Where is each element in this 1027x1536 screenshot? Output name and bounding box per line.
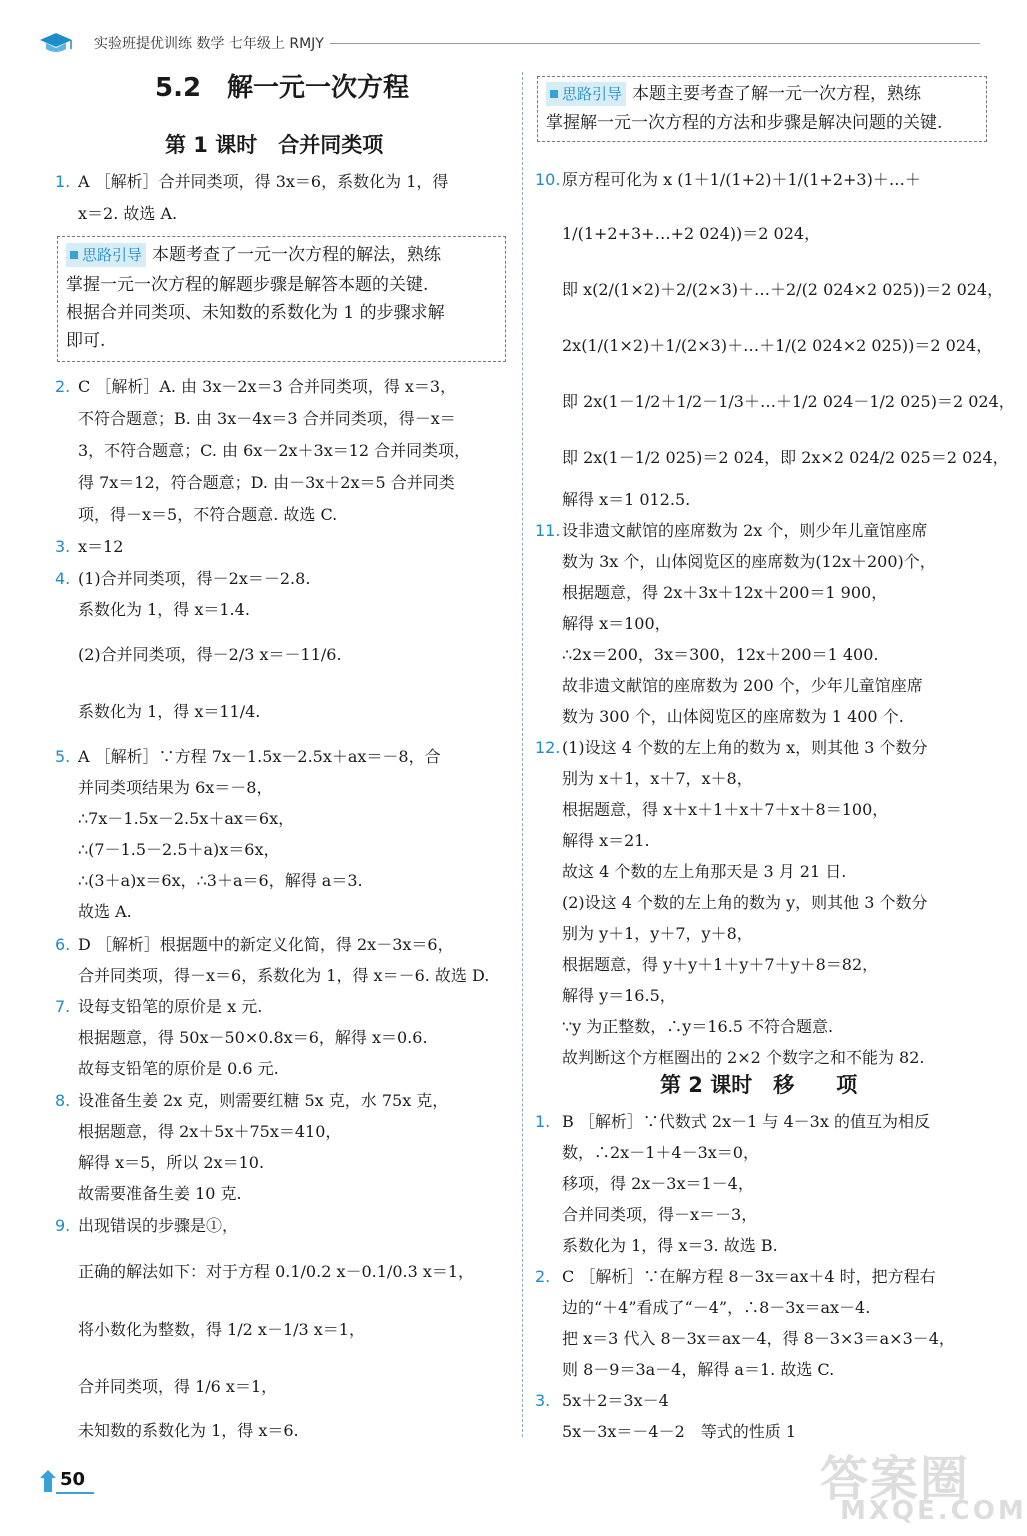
answer-line: 根据题意，得 50x－50×0.8x＝6，解得 x＝0.6. <box>78 1028 428 1047</box>
answer-line: 出现错误的步骤是①， <box>78 1216 239 1235</box>
question-number: 5. <box>55 747 71 766</box>
answer-line: 正确的解法如下：对于方程 0.1/0.2 x－0.1/0.3 x＝1， <box>78 1262 475 1281</box>
answer-line: (1)设这 4 个数的左上角的数为 x，则其他 3 个数分 <box>562 738 928 757</box>
hint-box-1 <box>57 236 506 362</box>
answer-line: 合并同类项，得 1/6 x＝1， <box>78 1377 278 1396</box>
answer-line: 解得 x＝100， <box>562 614 671 633</box>
lesson2-title: 第 2 课时 移 项 <box>660 1073 858 1097</box>
question-number: 6. <box>55 935 71 954</box>
answer-line: 故每支铅笔的原价是 0.6 元. <box>78 1059 279 1078</box>
page-number <box>40 1468 94 1494</box>
answer-line: 解得 y＝16.5， <box>562 986 676 1005</box>
answer-line: 根据题意，得 y＋y＋1＋y＋7＋y＋8＝82， <box>562 955 879 974</box>
answer-line: (2)设这 4 个数的左上角的数为 y，则其他 3 个数分 <box>562 893 928 912</box>
answer-line: ∵y 为正整数，∴y＝16.5 不符合题意. <box>562 1017 834 1036</box>
answer-line: 根据题意，得 x＋x＋1＋x＋7＋x＋8＝100， <box>562 800 889 819</box>
answer-line: ∴(3＋a)x＝6x，∴3＋a＝6，解得 a＝3. <box>78 871 363 890</box>
answer-line: 系数化为 1，得 x＝11/4. <box>78 702 261 721</box>
watermark-line2: MXQE.COM <box>840 1496 1027 1526</box>
answer-line: 故需要准备生姜 10 克. <box>78 1184 242 1203</box>
answer-line: 解得 x＝21. <box>562 831 650 850</box>
question-number: 9. <box>55 1216 71 1235</box>
hint1-line: 本题考查了一元一次方程的解法，熟练 <box>152 245 442 265</box>
hint1-line: 根据合并同类项、未知数的系数化为 1 的步骤求解 <box>66 303 445 323</box>
answer-line: B ［解析］∵代数式 2x－1 与 4－3x 的值互为相反 <box>562 1112 930 1131</box>
answer-line: 数，∴2x－1＋4－3x＝0， <box>562 1143 759 1162</box>
watermark-line1: 答案圈 <box>820 1451 971 1507</box>
hint-label: 思路引导 <box>546 82 626 106</box>
answer-line: ∴7x－1.5x－2.5x＋ax＝6x， <box>78 809 295 828</box>
hint1-line: 掌握一元一次方程的解题步骤是解答本题的关键. <box>66 275 429 295</box>
answer-line: 别为 y＋1，y＋7，y＋8， <box>562 924 753 943</box>
answer-line: 解得 x＝1 012.5. <box>562 490 691 509</box>
answer-line: 把 x＝3 代入 8－3x＝ax－4，得 8－3×3＝a×3－4， <box>562 1329 955 1348</box>
answer-line: ∴2x＝200，3x＝300，12x＋200＝1 400. <box>562 645 879 664</box>
answer-line: 即 2x(1－1/2 025)＝2 024，即 2x×2 024/2 025＝2 024， <box>562 448 1009 467</box>
square-icon <box>550 90 558 98</box>
answer-line: 边的“＋4”看成了“－4”，∴8－3x＝ax－4. <box>562 1298 871 1317</box>
hint2-line: 掌握解一元一次方程的方法和步骤是解决问题的关键. <box>546 113 943 133</box>
hint2-line: 本题主要考查了解一元一次方程，熟练 <box>632 84 922 104</box>
answer-line: C ［解析］A. 由 3x－2x＝3 合并同类项，得 x＝3， <box>78 377 457 396</box>
question-number: 10. <box>535 170 561 189</box>
answer-line: 系数化为 1，得 x＝3. 故选 B. <box>562 1236 778 1255</box>
answer-line: 故非遗文献馆的座席数为 200 个，少年儿童馆座席 <box>562 676 923 695</box>
answer-line: 数为 3x 个，山体阅览区的座席数为(12x＋200)个， <box>562 552 936 571</box>
answer-line: C ［解析］∵在解方程 8－3x＝ax＋4 时，把方程右 <box>562 1267 936 1286</box>
answer-line: (2)合并同类项，得－2/3 x＝－11/6. <box>78 645 342 664</box>
lesson1-title: 第 1 课时 合并同类项 <box>165 133 384 157</box>
question-number: 2. <box>55 377 71 396</box>
answer-line: D ［解析］根据题中的新定义化简，得 2x－3x＝6， <box>78 935 454 954</box>
question-number: 11. <box>535 521 561 540</box>
answer-line: 根据题意，得 2x＋3x＋12x＋200＝1 900， <box>562 583 888 602</box>
answer-line: 得 7x＝12，符合题意；D. 由－3x＋2x＝5 合并同类 <box>78 473 455 492</box>
answer-line: 将小数化为整数，得 1/2 x－1/3 x＝1， <box>78 1320 365 1339</box>
graduation-cap-icon <box>38 30 74 56</box>
answer-line: 系数化为 1，得 x＝1.4. <box>78 600 250 619</box>
answer-line: 合并同类项，得－x＝－3， <box>562 1205 758 1224</box>
answer-line: 设非遗文献馆的座席数为 2x 个，则少年儿童馆座席 <box>562 521 928 540</box>
hint-label: 思路引导 <box>66 243 146 267</box>
answer-line: 故判断这个方框圈出的 2×2 个数字之和不能为 82. <box>562 1048 925 1067</box>
answer-line: 项，得－x＝5，不符合题意. 故选 C. <box>78 505 338 524</box>
answer-line: 5x＋2＝3x－4 <box>562 1391 669 1410</box>
answer-line: 设每支铅笔的原价是 x 元. <box>78 997 263 1016</box>
answer-line: 移项，得 2x－3x＝1－4， <box>562 1174 754 1193</box>
question-number: 2. <box>535 1267 551 1286</box>
answer-line: 即 2x(1－1/2＋1/2－1/3＋…＋1/2 024－1/2 025)＝2 024， <box>562 392 1015 411</box>
question-number: 1. <box>535 1112 551 1131</box>
header-rule <box>330 43 980 44</box>
answer-line: 原方程可化为 x (1＋1/(1+2)＋1/(1+2+3)＋…＋ <box>562 170 921 189</box>
answer-line: 则 8－9＝3a－4，解得 a＝1. 故选 C. <box>562 1360 835 1379</box>
answer-line: 不符合题意；B. 由 3x－4x＝3 合并同类项，得－x＝ <box>78 409 456 428</box>
answer-line: x＝12 <box>78 537 124 556</box>
answer-line: 并同类项结果为 6x＝－8， <box>78 778 273 797</box>
answer-line: ∴(7－1.5－2.5＋a)x＝6x， <box>78 840 280 859</box>
answer-line: 2x(1/(1×2)＋1/(2×3)＋…＋1/(2 024×2 025))＝2 024， <box>562 336 993 355</box>
answer-line: 别为 x＋1，x＋7，x＋8， <box>562 769 753 788</box>
answer-line: A ［解析］合并同类项，得 3x＝6，系数化为 1，得 <box>78 172 449 191</box>
question-number: 3. <box>55 537 71 556</box>
answer-line: 5x－3x＝－4－2 等式的性质 1 <box>562 1422 797 1441</box>
header-title: 实验班提优训练 数学 七年级上 RMJY <box>94 36 324 52</box>
section-title: 5.2 解一元一次方程 <box>155 73 410 103</box>
column-divider <box>522 72 523 1437</box>
page-number-text: 50 <box>60 1469 86 1490</box>
question-number: 4. <box>55 569 71 588</box>
answer-line: x＝2. 故选 A. <box>78 204 178 223</box>
answer-line: 根据题意，得 2x＋5x＋75x＝410， <box>78 1122 342 1141</box>
answer-line: 即 x(2/(1×2)＋2/(2×3)＋…＋2/(2 024×2 025))＝2 024， <box>562 280 1004 299</box>
answer-line: 未知数的系数化为 1，得 x＝6. <box>78 1421 299 1440</box>
question-number: 8. <box>55 1091 71 1110</box>
answer-line: 设准备生姜 2x 克，则需要红糖 5x 克，水 75x 克， <box>78 1091 449 1110</box>
page-header <box>38 30 988 56</box>
hint-box-2 <box>537 76 987 142</box>
question-number: 7. <box>55 997 71 1016</box>
answer-line: A ［解析］∵方程 7x－1.5x－2.5x＋ax＝－8，合 <box>78 747 441 766</box>
answer-line: 解得 x＝5，所以 2x＝10. <box>78 1153 265 1172</box>
answer-line: 故选 A. <box>78 902 132 921</box>
watermark <box>820 1440 1027 1530</box>
answer-line: 故这 4 个数的左上角那天是 3 月 21 日. <box>562 862 847 881</box>
answer-line: 合并同类项，得－x＝6，系数化为 1，得 x＝－6. 故选 D. <box>78 966 490 985</box>
question-number: 1. <box>55 172 71 191</box>
question-number: 12. <box>535 738 561 757</box>
answer-line: 数为 300 个，山体阅览区的座席数为 1 400 个. <box>562 707 904 726</box>
answer-line: 1/(1+2+3+…+2 024))＝2 024， <box>562 224 821 243</box>
hint1-line: 即可. <box>66 331 106 351</box>
answer-line: (1)合并同类项，得－2x＝－2.8. <box>78 569 311 588</box>
answer-line: 3，不符合题意；C. 由 6x－2x＋3x＝12 合并同类项， <box>78 441 471 460</box>
square-icon <box>70 251 78 259</box>
question-number: 3. <box>535 1391 551 1410</box>
